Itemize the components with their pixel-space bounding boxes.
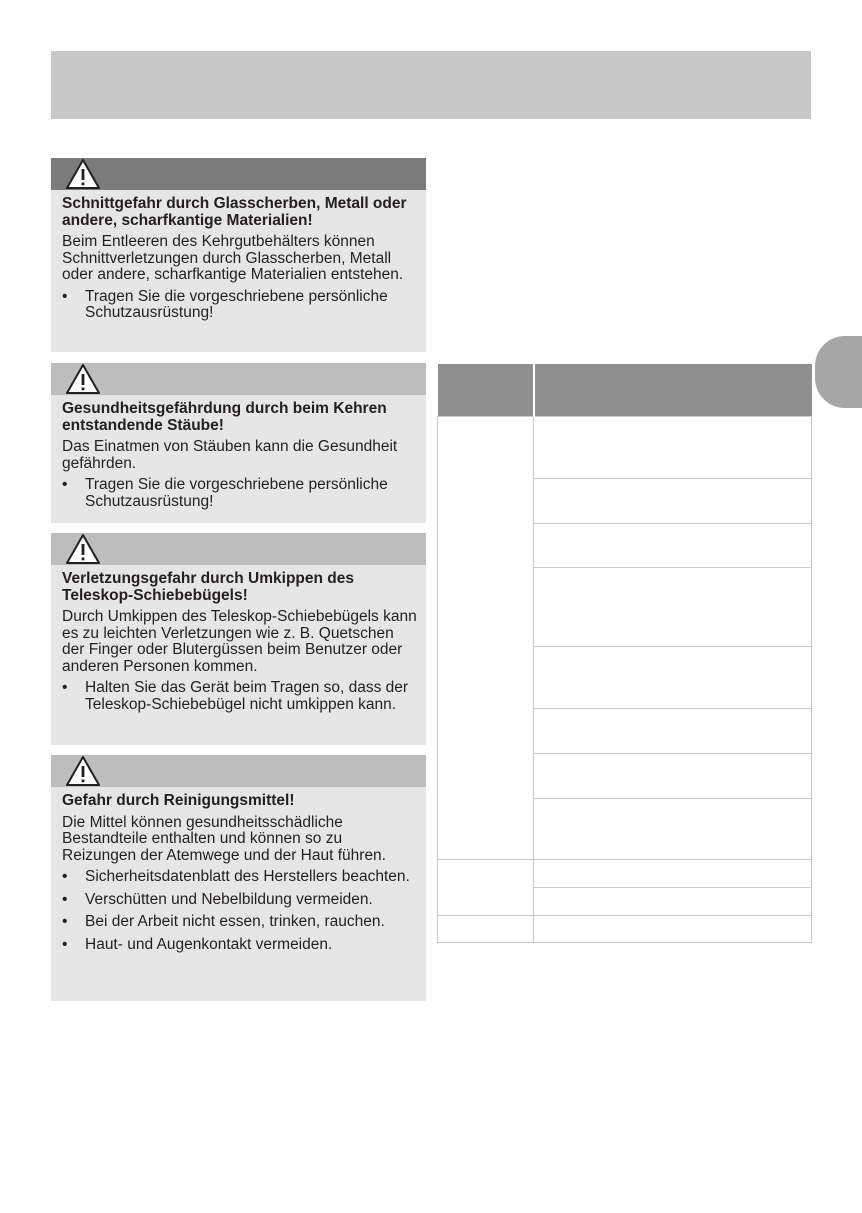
table-cell (438, 417, 534, 860)
warning-list-item: • Tragen Sie die vorgeschriebene persönliche Schutzausrüstung! (62, 289, 418, 322)
table-cell (534, 647, 812, 709)
table-cell (438, 916, 534, 943)
table-header-row (438, 364, 812, 417)
warning-list-item: • Sicherheitsdatenblatt des Herstellers beachten. (62, 869, 418, 886)
table-cell (534, 754, 812, 799)
header-banner (51, 51, 811, 119)
warning-triangle-icon (65, 533, 101, 565)
warning-title: Gesundheitsgefährdung durch beim Kehren entstandende Stäube! (62, 400, 387, 434)
warning-list-item: • Haut- und Augenkontakt vermeiden. (62, 937, 418, 954)
table-cell (534, 860, 812, 888)
warning-title: Schnittgefahr durch Glasscherben, Metall oder andere, scharfkantige Materialien! (62, 195, 407, 229)
warning-triangle-icon (65, 363, 101, 395)
warning-header (51, 363, 426, 395)
table-header-cell (534, 364, 812, 417)
table-cell (534, 888, 812, 916)
warning-title: Gefahr durch Reinigungsmittel! (62, 792, 295, 809)
table-cell (534, 709, 812, 754)
table-header-cell (438, 364, 534, 417)
maintenance-table (437, 364, 812, 943)
table-cell (534, 916, 812, 943)
warning-list (62, 477, 418, 510)
warning-list-item: • Verschütten und Nebelbildung vermeiden. (62, 892, 418, 909)
warning-header (51, 755, 426, 787)
warning-box-glass (51, 158, 426, 352)
warning-triangle-icon (65, 158, 101, 190)
warning-list-item: • Halten Sie das Gerät beim Tragen so, dass der Teleskop-Schiebebügel nicht umkippen kann. (62, 680, 418, 713)
warning-list (62, 289, 418, 322)
chapter-tab (815, 336, 862, 408)
warning-header (51, 158, 426, 190)
warning-text: Das Einatmen von Stäuben kann die Gesundheit gefährden. (62, 438, 398, 472)
warning-text: Beim Entleeren des Kehrgutbehälters können Schnittverletzungen durch Glasscherben, Metall oder andere, scharfkantige Materialien entstehen. (62, 233, 404, 283)
warning-list-item: • Bei der Arbeit nicht essen, trinken, rauchen. (62, 914, 418, 931)
table-cell (534, 568, 812, 647)
table-cell (534, 799, 812, 860)
table-cell (438, 860, 534, 916)
warning-triangle-icon (65, 755, 101, 787)
table-row (438, 916, 812, 943)
warning-title: Verletzungsgefahr durch Umkippen des Teleskop-Schiebebügels! (62, 570, 354, 604)
table-cell (534, 479, 812, 524)
table-row (438, 860, 812, 888)
table-cell (534, 417, 812, 479)
warning-text: Die Mittel können gesundheitsschädliche Bestandteile enthalten und können so zu Reizungen der Atemwege und der Haut führen. (62, 813, 386, 864)
warning-box-cleaning-agents (51, 755, 426, 1001)
warning-header (51, 533, 426, 565)
table-cell (534, 524, 812, 568)
warning-box-handle (51, 533, 426, 745)
warning-text: Durch Umkippen des Teleskop-Schiebebügels kann es zu leichten Verletzungen wie z. B. Quetschen der Finger oder Blutergüssen beim Benutzer oder anderen Personen kommen. (62, 608, 417, 675)
warning-box-dust (51, 363, 426, 523)
warning-list-item: • Tragen Sie die vorgeschriebene persönliche Schutzausrüstung! (62, 477, 418, 510)
warning-list (62, 869, 418, 953)
table-row (438, 417, 812, 479)
warning-list (62, 680, 418, 713)
